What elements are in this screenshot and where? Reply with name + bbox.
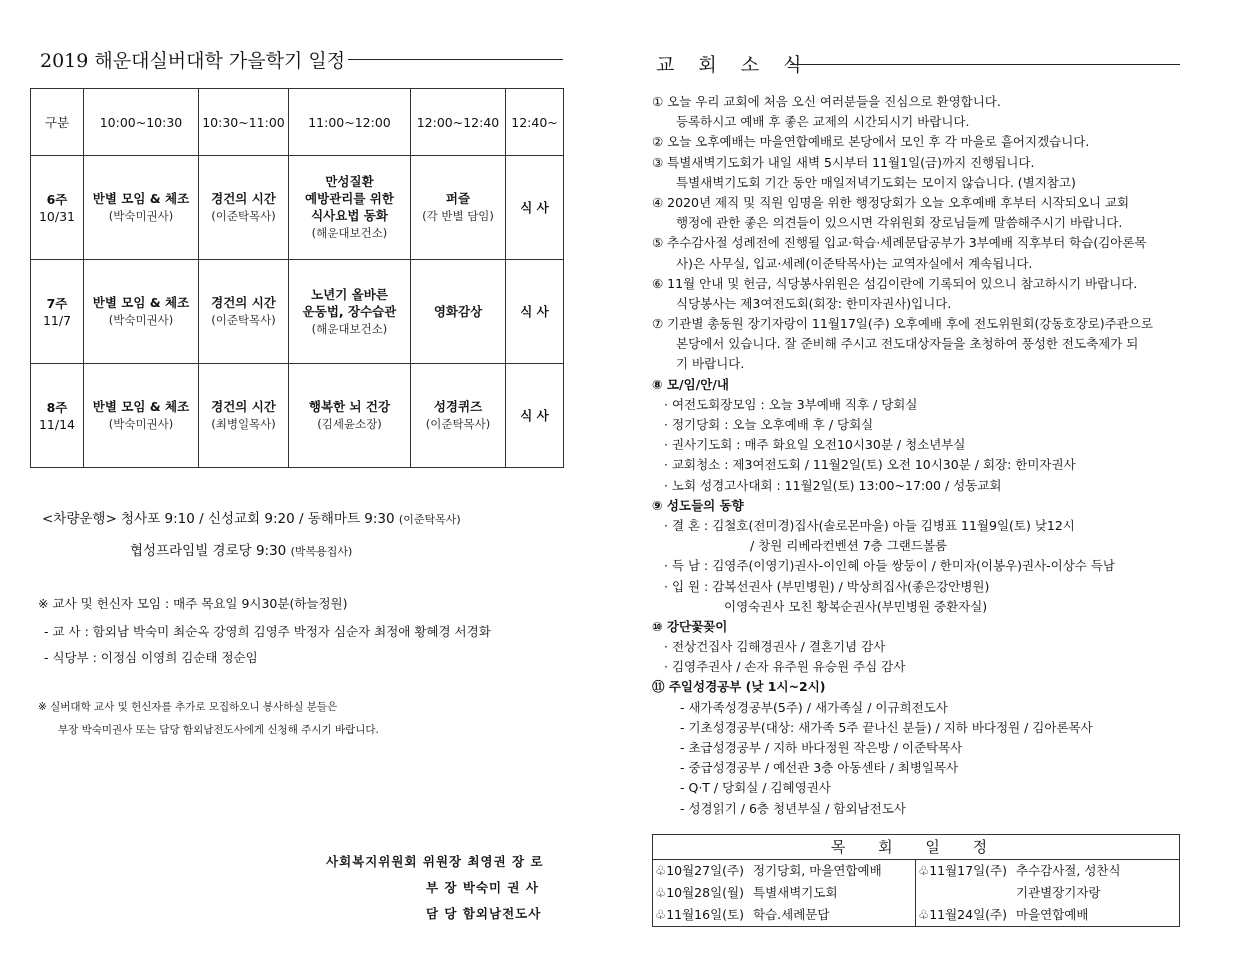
news-line: - 성경읽기 / 6층 청년부실 / 함외남전도사 bbox=[680, 800, 906, 816]
schedule-date: ♧11월16일(토) bbox=[655, 907, 744, 922]
cell-sub: (박숙미권사) bbox=[108, 417, 174, 431]
schedule-date: ♧10월27일(주) bbox=[655, 863, 744, 878]
news-line: 특별새벽기도회 기간 동안 매일저녁기도회는 모이지 않습니다. (별지참고) bbox=[676, 174, 1076, 190]
schedule-event: 특별새벽기도회 bbox=[753, 885, 838, 900]
schedule-entry bbox=[655, 904, 915, 926]
cell-sub: (각 반별 담임) bbox=[422, 209, 494, 223]
schedule-date bbox=[918, 882, 1016, 904]
schedule-entry bbox=[918, 860, 1179, 882]
page-title: 2019 해운대실버대학 가을학기 일정 bbox=[40, 50, 346, 72]
title-rule bbox=[790, 64, 1180, 65]
pastoral-schedule-table bbox=[652, 834, 1180, 927]
news-heading: ⑨ 성도들의 동향 bbox=[652, 497, 744, 513]
sign-director: 부 장 박숙미 권 사 bbox=[426, 880, 539, 895]
news-line: ④ 2020년 제직 및 직원 임명을 위한 행정당회가 오늘 오후예배 후부터 시작되오니 교회 bbox=[652, 194, 1130, 210]
schedule-entry bbox=[655, 882, 915, 904]
cell-title: 식 사 bbox=[520, 200, 549, 215]
schedule-date: ♧11월24일(주) bbox=[918, 907, 1007, 922]
title-rule bbox=[348, 59, 563, 60]
news-line: · 여전도회장모임 : 오늘 3부예배 직후 / 당회실 bbox=[664, 396, 918, 412]
news-line: · 김영주권사 / 손자 유주원 유승원 주심 감사 bbox=[664, 659, 906, 675]
vehicle-line2: 협성프라임빌 경로당 9:30 bbox=[130, 543, 287, 559]
schedule-cell bbox=[84, 260, 199, 364]
header-cell: 10:30~11:00 bbox=[199, 89, 289, 156]
pastoral-schedule-right bbox=[916, 860, 1180, 927]
cell-title: 반별 모임 & 체조 bbox=[92, 295, 190, 310]
news-line: 사)은 사무실, 입교·세례(이준탁목사)는 교역자실에서 계속됩니다. bbox=[676, 255, 1033, 271]
sign-manager: 담 당 함외남전도사 bbox=[426, 906, 542, 921]
week-cell bbox=[31, 156, 84, 260]
table-row bbox=[31, 156, 564, 260]
schedule-date: ♧10월28일(월) bbox=[655, 885, 744, 900]
schedule-event: 학습.세례문답 bbox=[753, 907, 830, 922]
pastoral-schedule-title: 목 회 일 정 bbox=[653, 835, 1180, 860]
schedule-cell bbox=[506, 156, 564, 260]
cell-sub: (이준탁목사) bbox=[211, 313, 276, 327]
week-date: 11/14 bbox=[38, 416, 76, 432]
teacher-list: - 교 사 : 함외남 박숙미 최순옥 강영희 김영주 박정자 심순자 최정애 황혜경 서경화 bbox=[44, 624, 491, 639]
cell-sub: (이준탁목사) bbox=[211, 209, 276, 223]
cell-title: 경건의 시간 bbox=[211, 295, 276, 310]
right-page bbox=[652, 0, 1182, 973]
schedule-cell bbox=[289, 260, 411, 364]
table-row bbox=[31, 260, 564, 364]
schedule-cell bbox=[84, 156, 199, 260]
cell-sub: (김세윤소장) bbox=[317, 417, 382, 431]
header-cell: 12:40~ bbox=[506, 89, 564, 156]
news-line: ② 오늘 오후예배는 마을연합예배로 본당에서 모인 후 각 마을로 흩어지겠습니다. bbox=[652, 134, 1090, 150]
vehicle-line1: <차량운행> 청사포 9:10 / 신성교회 9:20 / 동해마트 9:30 bbox=[42, 511, 395, 527]
schedule-cell bbox=[84, 364, 199, 468]
cell-sub: (박숙미권사) bbox=[108, 209, 174, 223]
schedule-cell bbox=[506, 364, 564, 468]
vehicle-line1-note: (이준탁목사) bbox=[398, 513, 461, 526]
schedule-entry bbox=[918, 904, 1179, 926]
news-title: 교 회 소 식 bbox=[656, 54, 811, 76]
cell-sub: (해운대보건소) bbox=[311, 226, 388, 240]
schedule-event: 마을연합예배 bbox=[1016, 907, 1089, 922]
schedule-cell bbox=[289, 364, 411, 468]
cell-title: 반별 모임 & 체조 bbox=[92, 399, 190, 414]
news-heading: ⑩ 강단꽃꽂이 bbox=[652, 618, 728, 634]
schedule-event: 추수감사절, 성찬식 bbox=[1016, 863, 1121, 878]
cell-title: 운동법, 장수습관 bbox=[302, 303, 397, 319]
news-line: - 초급성경공부 / 지하 바다정원 작은방 / 이준탁목사 bbox=[680, 740, 963, 755]
cell-sub: (이준탁목사) bbox=[425, 417, 491, 431]
week-cell bbox=[31, 364, 84, 468]
left-page bbox=[30, 0, 565, 973]
news-line: · 정기당회 : 오늘 오후예배 후 / 당회실 bbox=[664, 417, 874, 432]
news-line: - Q·T / 당회실 / 김혜영권사 bbox=[680, 780, 831, 796]
schedule-entry bbox=[655, 860, 915, 882]
schedule-cell bbox=[199, 156, 289, 260]
week-date: 11/7 bbox=[42, 312, 72, 328]
cell-sub: (최병일목사) bbox=[211, 417, 276, 431]
table-header-row bbox=[31, 89, 564, 156]
schedule-cell bbox=[199, 364, 289, 468]
schedule-cell bbox=[411, 156, 506, 260]
schedule-event: 기관별장기자랑 bbox=[1016, 885, 1101, 900]
cell-sub: (박숙미권사) bbox=[108, 313, 174, 327]
schedule-cell bbox=[199, 260, 289, 364]
news-line: · 전상건집사 김해경권사 / 결혼기념 감사 bbox=[664, 639, 886, 655]
news-line: ① 오늘 우리 교회에 처음 오신 여러분들을 진심으로 환영합니다. bbox=[652, 94, 1001, 109]
schedule-cell bbox=[411, 364, 506, 468]
news-line: 이영숙권사 모친 황복순권사(부민병원 중환자실) bbox=[724, 598, 988, 614]
schedule-date: ♧11월17일(주) bbox=[918, 863, 1007, 878]
cell-title: 경건의 시간 bbox=[211, 191, 276, 206]
table-row bbox=[31, 364, 564, 468]
news-line: ⑥ 11월 안내 및 헌금, 식당봉사위원은 섬김이란에 기록되어 있으니 참고하시기 바랍니다. bbox=[652, 275, 1138, 291]
week-date: 10/31 bbox=[38, 208, 76, 224]
cell-title: 경건의 시간 bbox=[211, 399, 276, 414]
schedule-event: 정기당회, 마을연합예배 bbox=[753, 863, 882, 878]
news-line: · 결 혼 : 김철호(전미경)집사(솔로몬마을) 아들 김병표 11월9일(토) 낮12시 bbox=[664, 517, 1075, 533]
header-cell: 10:00~10:30 bbox=[84, 89, 199, 156]
news-line: · 득 남 : 김영주(이영기)권사-이인혜 아들 쌍둥이 / 한미자(이봉우)권사-이상수 득남 bbox=[664, 558, 1116, 574]
cell-title: 식 사 bbox=[520, 304, 549, 319]
cell-title: 노년기 올바른 bbox=[311, 286, 388, 302]
news-line: 본당에서 있습니다. 잘 준비해 주시고 전도대상자들을 초청하여 풍성한 전도축제가 되 bbox=[676, 336, 1139, 352]
kitchen-list: - 식당부 : 이정심 이영희 김순태 정순임 bbox=[44, 650, 258, 665]
news-list bbox=[652, 92, 1182, 819]
week-cell bbox=[31, 260, 84, 364]
schedule-cell bbox=[289, 156, 411, 260]
week-label: 8주 bbox=[46, 399, 68, 415]
news-line: 식당봉사는 제3여전도회(회장: 한미자권사)입니다. bbox=[676, 295, 952, 311]
cell-title: 만성질환 bbox=[325, 174, 374, 189]
news-line: · 권사기도회 : 매주 화요일 오전10시30분 / 청소년부실 bbox=[664, 437, 966, 453]
vehicle-schedule bbox=[42, 510, 461, 529]
news-line: 행정에 관한 좋은 의견들이 있으시면 각위원회 장로님들께 말씀해주시기 바랍니다. bbox=[676, 215, 1123, 231]
cell-title: 퍼즐 bbox=[445, 191, 471, 206]
news-line: · 노회 성경고사대회 : 11월2일(토) 13:00~17:00 / 성동교회 bbox=[664, 477, 1002, 493]
vehicle-line2-note: (박복용집사) bbox=[290, 545, 353, 558]
cell-title: 식사요법 동화 bbox=[311, 208, 388, 223]
news-line: · 교회청소 : 제3여전도회 / 11월2일(토) 오전 10시30분 / 회장: 한미자권사 bbox=[664, 457, 1076, 473]
cell-title: 예방관리를 위한 bbox=[305, 191, 394, 206]
news-line: · 입 원 : 감복선권사 (부민병원) / 박상희집사(좋은강안병원) bbox=[664, 578, 990, 594]
cell-title: 반별 모임 & 체조 bbox=[92, 191, 190, 206]
header-cell: 11:00~12:00 bbox=[289, 89, 411, 156]
recruit-notice-2: 부장 박숙미권사 또는 담당 함외남전도사에게 신청해 주시기 바랍니다. bbox=[58, 724, 379, 736]
cell-sub: (해운대보건소) bbox=[311, 321, 388, 336]
news-heading: ⑪ 주일성경공부 (낮 1시~2시) bbox=[652, 679, 826, 695]
news-line: / 창원 리베라컨벤션 7층 그랜드볼룸 bbox=[750, 538, 948, 554]
week-label: 6주 bbox=[46, 191, 68, 207]
sign-chair: 사회복지위원회 위원장 최영권 장 로 bbox=[326, 854, 544, 869]
news-line: - 새가족성경공부(5주) / 새가족실 / 이규희전도사 bbox=[680, 699, 948, 715]
news-line: ⑤ 추수감사절 성례전에 진행될 입교·학습·세례문답공부가 3부예배 직후부터 학습(김아론목 bbox=[652, 235, 1147, 251]
schedule-table bbox=[30, 88, 564, 468]
cell-title: 행복한 뇌 건강 bbox=[308, 399, 391, 414]
cell-title: 영화감상 bbox=[433, 304, 483, 319]
vehicle-schedule-2 bbox=[130, 539, 352, 559]
header-cell: 12:00~12:40 bbox=[411, 89, 506, 156]
header-cell: 구분 bbox=[31, 89, 84, 156]
cell-title: 성경퀴즈 bbox=[433, 399, 483, 414]
news-line: 등록하시고 예배 후 좋은 교제의 시간되시기 바랍니다. bbox=[676, 114, 970, 130]
schedule-entry bbox=[918, 882, 1179, 904]
schedule-cell bbox=[506, 260, 564, 364]
teacher-meeting: ※ 교사 및 헌신자 모임 : 매주 목요일 9시30분(하늘정원) bbox=[38, 596, 348, 611]
cell-title: 식 사 bbox=[520, 408, 549, 423]
news-line: - 기초성경공부(대상: 새가족 5주 끝나신 분들) / 지하 바다정원 / 김아론목사 bbox=[680, 719, 1093, 735]
recruit-notice-1: ※ 실버대학 교사 및 헌신자를 추가로 모집하오니 봉사하실 분들은 bbox=[38, 701, 338, 713]
pastoral-schedule-left bbox=[653, 860, 916, 927]
news-line: 기 바랍니다. bbox=[676, 356, 745, 372]
news-line: - 중급성경공부 / 예선관 3층 아동센타 / 최병일목사 bbox=[680, 760, 959, 776]
news-line: ⑦ 기관별 총동원 장기자랑이 11월17일(주) 오후예배 후에 전도위원회(강동호장로)주관으로 bbox=[652, 316, 1153, 332]
schedule-cell bbox=[411, 260, 506, 364]
news-line: ③ 특별새벽기도회가 내일 새벽 5시부터 11월1일(금)까지 진행됩니다. bbox=[652, 154, 1035, 170]
week-label: 7주 bbox=[46, 295, 68, 311]
news-heading: ⑧ 모/임/안/내 bbox=[652, 376, 729, 392]
